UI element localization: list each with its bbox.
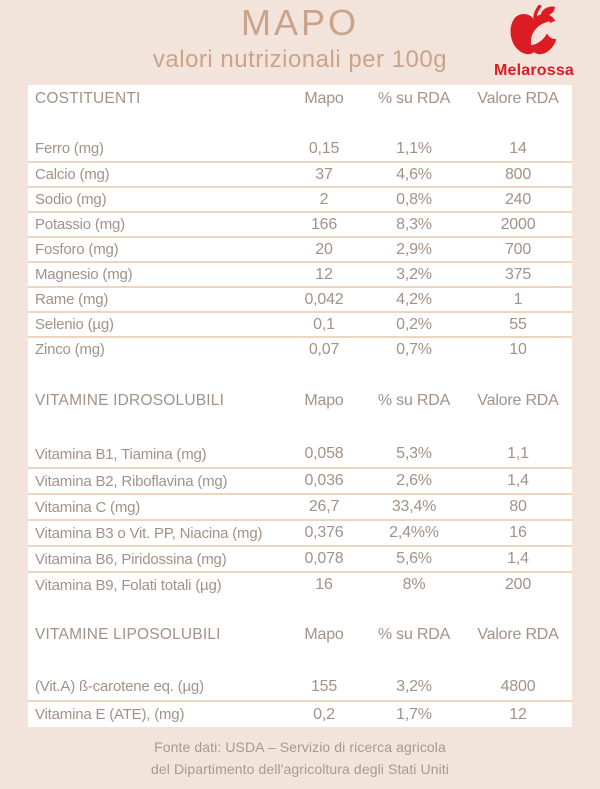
value-valore-rda: 800 (504, 165, 532, 183)
nutrient-name: Calcio (mg) (35, 166, 110, 183)
value-valore-rda: 16 (509, 524, 527, 541)
value-pct-rda: 8,3% (396, 215, 432, 233)
value-mapo: 0,15 (308, 139, 340, 157)
value-mapo: 166 (310, 215, 338, 233)
value-pct-rda: 4,2% (396, 290, 432, 308)
nutrient-name: (Vit.A) ß-carotene eq. (µg) (35, 678, 204, 695)
value-pct-rda: 1,1% (396, 139, 432, 157)
value-mapo: 0,07 (308, 340, 340, 358)
nutrient-name: Vitamina B6, Piridossina (mg) (35, 550, 227, 568)
table-row (28, 236, 572, 261)
nutrient-name: Potassio (mg) (35, 216, 125, 233)
value-valore-rda: 1,4 (507, 550, 529, 567)
table-section (28, 85, 572, 361)
value-valore-rda: 240 (504, 190, 532, 208)
nutrient-name: Zinco (mg) (35, 341, 105, 358)
brand-logo (486, 5, 582, 80)
nutrient-name: Vitamina C (mg) (35, 498, 141, 516)
table-row (28, 261, 572, 286)
table-row (28, 211, 572, 236)
value-pct-rda: 1,7% (396, 705, 432, 723)
nutrient-name: Vitamina E (ATE), (mg) (35, 706, 185, 723)
nutrient-name: Vitamina B2, Riboflavina (mg) (35, 472, 228, 490)
nutrient-name: Selenio (µg) (35, 316, 114, 333)
value-mapo: 37 (315, 165, 333, 183)
column-header-mapo: Mapo (304, 392, 344, 409)
header (0, 0, 600, 85)
section-rows (28, 673, 572, 727)
table-row (28, 545, 572, 571)
value-valore-rda: 1,1 (507, 445, 529, 462)
value-pct-rda: 3,2% (396, 677, 432, 695)
value-pct-rda: 5,6% (396, 550, 432, 567)
table-row (28, 336, 572, 361)
table-section (28, 621, 572, 727)
nutrient-name: Vitamina B1, Tiamina (mg) (35, 445, 207, 463)
table-row (28, 161, 572, 186)
table-row (28, 186, 572, 211)
value-valore-rda: 55 (509, 315, 527, 333)
value-pct-rda: 2,6% (396, 472, 432, 489)
value-mapo: 0,078 (304, 550, 344, 567)
table-row (28, 467, 572, 493)
value-pct-rda: 8% (402, 576, 426, 593)
value-valore-rda: 2000 (500, 215, 536, 233)
section-rows (28, 441, 572, 597)
value-pct-rda: 0,2% (396, 315, 432, 333)
value-pct-rda: 0,7% (396, 340, 432, 358)
value-valore-rda: 375 (504, 265, 532, 283)
nutrient-name: Vitamina B3 o Vit. PP, Niacina (mg) (35, 524, 263, 542)
section-title: COSTITUENTI (35, 90, 141, 107)
column-header-valore-rda: Valore RDA (477, 90, 559, 107)
value-valore-rda: 12 (509, 705, 527, 723)
value-mapo: 20 (315, 240, 333, 258)
value-mapo: 0,036 (304, 472, 344, 489)
value-mapo: 16 (315, 576, 333, 593)
nutrient-name: Rame (mg) (35, 291, 109, 308)
value-valore-rda: 14 (509, 139, 527, 157)
footer (0, 736, 600, 780)
value-valore-rda: 200 (504, 576, 532, 593)
page-title: MAPO (240, 2, 359, 43)
value-valore-rda: 4800 (500, 677, 536, 695)
brand-name: Melarossa (493, 62, 575, 79)
table-section (28, 387, 572, 597)
source-line-2: del Dipartimento dell'agricoltura degli Stati Uniti (150, 761, 450, 777)
source-line-1: Fonte dati: USDA – Servizio di ricerca agricola (154, 739, 446, 755)
table-row (28, 311, 572, 336)
nutrition-table (28, 85, 572, 727)
value-pct-rda: 5,3% (396, 445, 432, 462)
value-pct-rda: 0,8% (396, 190, 432, 208)
table-row (28, 519, 572, 545)
value-valore-rda: 10 (509, 340, 527, 358)
value-valore-rda: 80 (509, 498, 527, 515)
table-row (28, 571, 572, 597)
value-pct-rda: 3,2% (396, 265, 432, 283)
table-row (28, 286, 572, 311)
value-pct-rda: 4,6% (396, 165, 432, 183)
value-valore-rda: 1 (513, 290, 523, 308)
nutrient-name: Vitamina B9, Folati totali (µg) (35, 576, 222, 594)
value-mapo: 0,058 (304, 445, 344, 462)
value-valore-rda: 1,4 (507, 472, 529, 489)
nutrient-name: Fosforo (mg) (35, 241, 119, 258)
table-row (28, 441, 572, 467)
column-header-valore-rda: Valore RDA (477, 626, 559, 643)
column-header-pct-rda: % su RDA (377, 626, 451, 643)
column-header-pct-rda: % su RDA (377, 392, 451, 409)
column-header-mapo: Mapo (304, 626, 344, 643)
value-mapo: 12 (315, 265, 333, 283)
column-header-pct-rda: % su RDA (377, 90, 451, 107)
value-mapo: 2 (319, 190, 329, 208)
table-row (28, 136, 572, 161)
apple-icon (486, 5, 582, 61)
value-pct-rda: 33,4% (391, 498, 437, 515)
value-mapo: 0,1 (313, 315, 335, 333)
table-row (28, 673, 572, 700)
value-mapo: 26,7 (308, 498, 340, 515)
table-row (28, 700, 572, 727)
nutrient-name: Magnesio (mg) (35, 266, 133, 283)
section-title: VITAMINE IDROSOLUBILI (35, 392, 225, 409)
value-valore-rda: 700 (504, 240, 532, 258)
column-header-mapo: Mapo (304, 90, 344, 107)
value-mapo: 0,376 (304, 524, 344, 541)
value-pct-rda: 2,9% (396, 240, 432, 258)
section-rows (28, 136, 572, 361)
column-header-valore-rda: Valore RDA (477, 392, 559, 409)
value-mapo: 155 (310, 677, 338, 695)
value-pct-rda: 2,4%% (389, 524, 439, 541)
nutrient-name: Sodio (mg) (35, 191, 107, 208)
section-header-row (28, 621, 572, 649)
section-title: VITAMINE LIPOSOLUBILI (35, 626, 221, 643)
value-mapo: 0,042 (304, 290, 344, 308)
page-subtitle: valori nutrizionali per 100g (152, 46, 448, 73)
section-header-row (28, 85, 572, 113)
value-mapo: 0,2 (313, 705, 335, 723)
nutrient-name: Ferro (mg) (35, 140, 104, 157)
table-row (28, 493, 572, 519)
section-header-row (28, 387, 572, 415)
